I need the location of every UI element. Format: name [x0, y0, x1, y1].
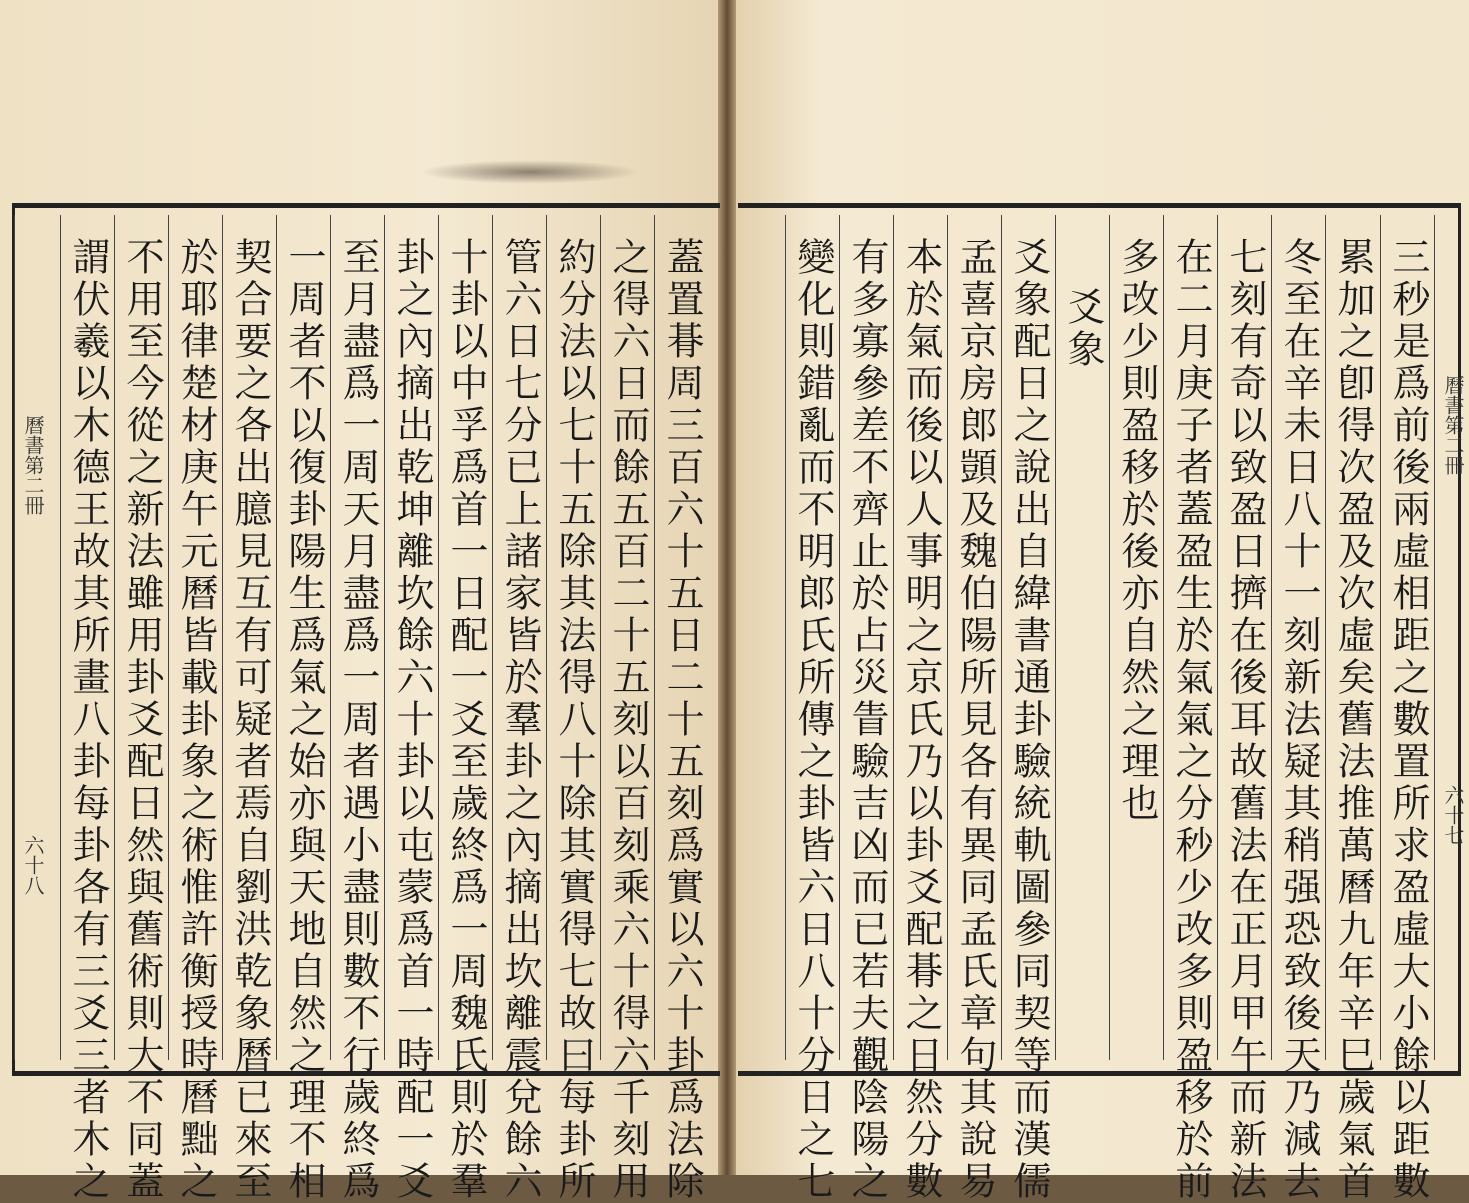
column-text: 於耶律楚材庚午元曆皆載卦象之術惟許衡授時曆黜之 — [174, 237, 218, 1203]
left-column-3 — [546, 215, 600, 1203]
left-column-2 — [600, 215, 654, 1203]
right-column-3 — [1271, 215, 1325, 1203]
column-text: 約分法以七十五除其法得八十除其實得七故曰每卦所 — [552, 237, 596, 1203]
left-column-11 — [114, 215, 168, 1203]
column-text: 契合要之各出臆見互有可疑者焉自劉洪乾象曆已來至 — [228, 237, 272, 1203]
column-text: 一周者不以復卦陽生爲氣之始亦與天地自然之理不相 — [282, 237, 326, 1203]
column-text: 之得六日而餘五百二十五刻以百刻乘六十得六千刻用 — [606, 237, 650, 1203]
right-column-7 — [1055, 215, 1109, 1060]
column-text: 三秒是爲前後兩虛相距之數置所求盈虛大小餘以距數 — [1386, 237, 1430, 1203]
folio-number: 六十八 — [21, 835, 45, 895]
right-column-4 — [1217, 215, 1271, 1203]
column-text: 十卦以中孚爲首一日配一爻至歲終爲一周魏氏則於羣 — [444, 237, 488, 1203]
left-column-9 — [222, 215, 276, 1203]
right-column-2 — [1325, 215, 1379, 1203]
column-text: 變化則錯亂而不明郎氏所傳之卦皆六日八十分日之七 — [791, 237, 835, 1203]
column-text: 有多寡參差不齊止於占災眚驗吉凶而已若夫觀陰陽之 — [845, 237, 889, 1203]
margin-title: 曆書第二冊 — [1441, 375, 1465, 475]
folio-number: 六十七 — [1441, 785, 1465, 845]
column-text: 在二月庚子者蓋盈生於氣氣之分秒少改多則盈移於前 — [1169, 237, 1213, 1203]
section-heading: 爻象 — [1061, 287, 1105, 371]
column-text: 謂伏羲以木德王故其所畫八卦每卦各有三爻三者木之 — [66, 237, 110, 1203]
margin-title: 曆書第二冊 — [21, 415, 45, 515]
left-column-7 — [330, 215, 384, 1203]
column-text: 累加之卽得次盈及次虛矣舊法推萬曆九年辛巳歲氣首 — [1331, 237, 1375, 1203]
column-text: 卦之內摘出乾坤離坎餘六十卦以屯蒙爲首一時配一爻 — [390, 237, 434, 1203]
column-text: 多改少則盈移於後亦自然之理也 — [1115, 237, 1159, 825]
left-column-10 — [168, 215, 222, 1203]
column-text: 孟喜京房郎顗及魏伯陽所見各有異同孟氏章句其說易 — [953, 237, 997, 1203]
column-text: 本於氣而後以人事明之京氏乃以卦爻配朞之日然分數 — [899, 237, 943, 1203]
column-text: 至月盡爲一周天月盡爲一周者遇小盡則數不行歲終爲 — [336, 237, 380, 1203]
right-column-12 — [785, 215, 839, 1203]
column-text: 爻象配日之說出自緯書通卦驗統軌圖參同契等而漢儒 — [1007, 237, 1051, 1203]
right-column-9 — [947, 215, 1001, 1203]
column-text: 七刻有奇以致盈日擠在後耳故舊法在正月甲午而新法 — [1223, 237, 1267, 1203]
column-text: 冬至在辛未日八十一刻新法疑其稍强恐致後天乃減去 — [1277, 237, 1321, 1203]
left-margin-strip — [14, 215, 45, 1060]
column-text: 不用至今從之新法雖用卦爻配日然與舊術則大不同蓋 — [120, 237, 164, 1203]
ink-smudge — [420, 160, 640, 184]
left-column-6 — [384, 215, 438, 1203]
column-text: 蓋置朞周三百六十五日二十五刻爲實以六十卦爲法除 — [660, 237, 704, 1203]
right-column-5 — [1163, 215, 1217, 1203]
right-column-1 — [1380, 215, 1434, 1203]
right-margin-strip — [1434, 215, 1465, 1060]
left-column-5 — [438, 215, 492, 1203]
left-column-12 — [60, 215, 114, 1203]
right-column-6 — [1109, 215, 1163, 1060]
left-column-8 — [276, 215, 330, 1203]
right-column-8 — [1001, 215, 1055, 1203]
column-text: 管六日七分已上諸家皆於羣卦之內摘出坎離震兌餘六 — [498, 237, 542, 1203]
left-column-1 — [654, 215, 708, 1203]
right-column-11 — [839, 215, 893, 1203]
right-column-10 — [893, 215, 947, 1203]
left-column-4 — [492, 215, 546, 1203]
book-gutter — [718, 0, 736, 1175]
